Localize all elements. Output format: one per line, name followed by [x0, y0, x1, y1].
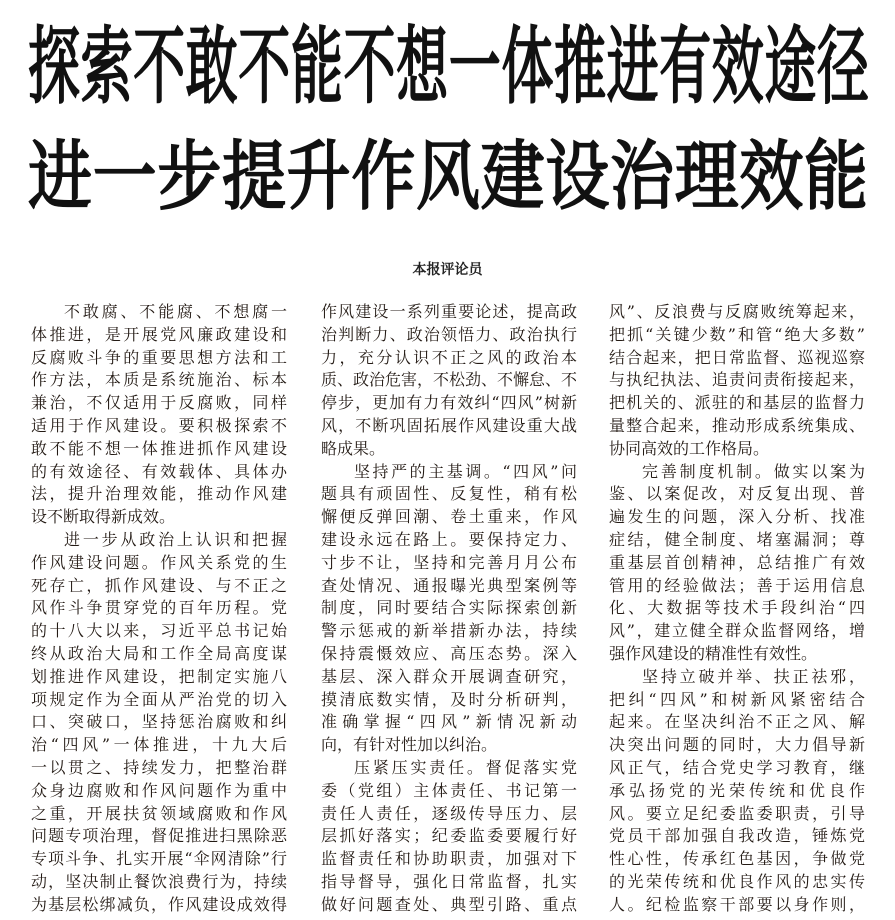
text-line: 法，提升治理效能，推动作风建 [31, 484, 287, 504]
text-line: 口、突破口，坚持惩治腐败和纠 [31, 712, 287, 732]
text-line: 化、大数据等技术手段纠治“四 [609, 598, 865, 618]
text-line: 兼治，不仅适用于反腐败，同样 [31, 393, 287, 413]
text-line: 决突出问题的同时，大力倡导新 [609, 735, 865, 755]
text-line: 摸清底数实情，及时分析研判， [321, 689, 577, 709]
article-column-1 [31, 301, 287, 917]
text-line: 的有效途径、有效载体、具体办 [31, 461, 287, 481]
text-line: 终从政治大局和工作全局高度谋 [31, 643, 287, 663]
text-line: 管用的经验做法；善于运用信息 [609, 575, 865, 595]
text-line: 体推进，是开展党风廉政建设和 [31, 324, 287, 344]
byline: 本报评论员 [412, 262, 483, 278]
text-line: 风”、反浪费与反腐败统筹起来， [609, 302, 865, 321]
article-column-2 [321, 301, 577, 917]
headline-line-1: 探索不敢不能不想一体推进有效途径 [28, 19, 868, 117]
text-line: 风。要立足纪委监委职责，引导 [609, 803, 865, 823]
text-line: 与执纪执法、追责问责衔接起来， [609, 370, 865, 390]
text-line: 强作风建设的精准性有效性。 [609, 643, 818, 663]
text-line: 项规定作为全面从严治党的切入 [31, 689, 287, 709]
text-line: 做好问题查处、典型引路、重点 [321, 894, 577, 914]
text-line: 之重，开展扶贫领域腐败和作风 [31, 803, 287, 823]
text-line: 鉴、以案促改，对反复出现、普 [609, 484, 865, 504]
text-line: 一以贯之、持续发力，把整治群 [31, 757, 287, 777]
text-line: 协同高效的工作格局。 [609, 438, 770, 458]
text-line: 风作斗争贯穿党的百年历程。党 [31, 598, 287, 618]
text-line: 反腐败斗争的重要思想方法和工 [31, 347, 287, 367]
text-line: 治判断力、政治领悟力、政治执行 [321, 324, 577, 344]
text-line: 指导督导，强化日常监督，扎实 [321, 871, 577, 891]
text-line: 停步，更加有力有效纠“四风”树新 [321, 393, 577, 413]
text-line: 作风建设问题。作风关系党的生 [31, 552, 287, 572]
text-line: 作方法，本质是系统施治、标本 [31, 370, 287, 390]
text-line: 懈便反弹回潮、卷土重来，作风 [321, 507, 577, 527]
text-line: 进一步从政治上认识和把握 [64, 529, 287, 549]
text-line: 把机关的、派驻的和基层的监督力 [609, 393, 865, 413]
text-line: 压紧压实责任。督促落实党 [354, 757, 577, 777]
text-line: 量整合起来，推动形成系统集成、 [609, 415, 865, 435]
text-line: 质、政治危害，不松劲、不懈怠、不 [321, 370, 577, 390]
text-line: 的十八大以来，习近平总书记始 [31, 621, 287, 641]
text-line: 性心性，传承红色基因，争做党 [609, 849, 865, 869]
text-line: 风”，建立健全群众监督网络，增 [609, 621, 865, 641]
text-line: 人。纪检监察干部要以身作则， [609, 894, 865, 914]
headline-line-2: 进一步提升作风建设治理效能 [28, 134, 868, 222]
text-line: 层抓好落实；纪委监委要履行好 [321, 826, 577, 846]
text-line: 把抓“关键少数”和管“绝大多数” [609, 324, 865, 344]
text-line: 题具有顽固性、反复性，稍有松 [321, 484, 577, 504]
text-line: 死存亡，抓作风建设、与不正之 [31, 575, 287, 595]
text-line: 风，不断巩固拓展作风建设重大战 [321, 415, 577, 435]
text-line: 基层、深入群众开展调查研究， [321, 666, 577, 686]
text-line: 把纠“四风”和树新风紧密结合 [609, 689, 865, 709]
text-line: 划推进作风建设，把制定实施八 [31, 666, 287, 686]
text-line: 为基层松绑减负，作风建设成效得 [31, 894, 287, 914]
text-line: 坚持严的主基调。“四风”问 [354, 461, 577, 481]
article-column-3 [609, 301, 865, 917]
text-line: 警示惩戒的新举措新办法，持续 [321, 621, 577, 641]
text-line: 动，坚决制止餐饮浪费行为，持续 [31, 871, 287, 891]
text-line: 的光荣传统和优良作风的忠实传 [609, 871, 865, 891]
text-line: 众身边腐败和作风问题作为重中 [31, 780, 287, 800]
text-line: 不敢腐、不能腐、不想腐一 [64, 302, 287, 321]
text-line: 治“四风”一体推进，十九大后 [31, 735, 287, 755]
text-line: 坚持立破并举、扶正祛邪， [642, 666, 865, 686]
text-line: 适用于作风建设。要积极探索不 [31, 415, 287, 435]
text-line: 问题专项治理，督促推进扫黑除恶 [31, 826, 287, 846]
text-line: 保持震慑效应、高压态势。深入 [321, 643, 577, 663]
text-line: 结合起来，把日常监督、巡视巡察 [609, 347, 865, 367]
text-line: 完善制度机制。做实以案为 [642, 461, 865, 481]
text-line: 作风建设一系列重要论述，提高政 [321, 302, 577, 321]
text-line: 建设永远在路上。要保持定力、 [321, 529, 577, 549]
text-line: 症结，健全制度、堵塞漏洞；尊 [609, 529, 865, 549]
text-line: 党员干部加强自我改造，锤炼党 [609, 826, 865, 846]
text-line: 承弘扬党的光荣传统和优良作 [609, 780, 865, 800]
text-line: 向，有针对性加以纠治。 [321, 735, 498, 755]
text-line: 专项斗争、扎实开展“伞网清除”行 [31, 849, 287, 869]
text-line: 遍发生的问题，深入分析、找准 [609, 507, 865, 527]
text-line: 准确掌握“四风”新情况新动 [321, 712, 577, 732]
text-line: 力，充分认识不正之风的政治本 [321, 347, 577, 367]
text-line: 制度，同时要结合实际探索创新 [321, 598, 577, 618]
text-line: 起来。在坚决纠治不正之风、解 [609, 712, 865, 732]
text-line: 风正气，结合党史学习教育，继 [609, 757, 865, 777]
text-line: 查处情况、通报曝光典型案例等 [321, 575, 577, 595]
text-line: 重基层首创精神，总结推广有效 [609, 552, 865, 572]
text-line: 责任人责任，逐级传导压力、层 [321, 803, 577, 823]
text-line: 寸步不让，坚持和完善月月公布 [321, 552, 577, 572]
text-line: 略成果。 [321, 438, 386, 458]
text-line: 监督责任和协助职责，加强对下 [321, 849, 577, 869]
text-line: 设不断取得新成效。 [31, 507, 176, 527]
text-line: 敢不能不想一体推进抓作风建设 [31, 438, 287, 458]
text-line: 委（党组）主体责任、书记第一 [321, 780, 577, 800]
